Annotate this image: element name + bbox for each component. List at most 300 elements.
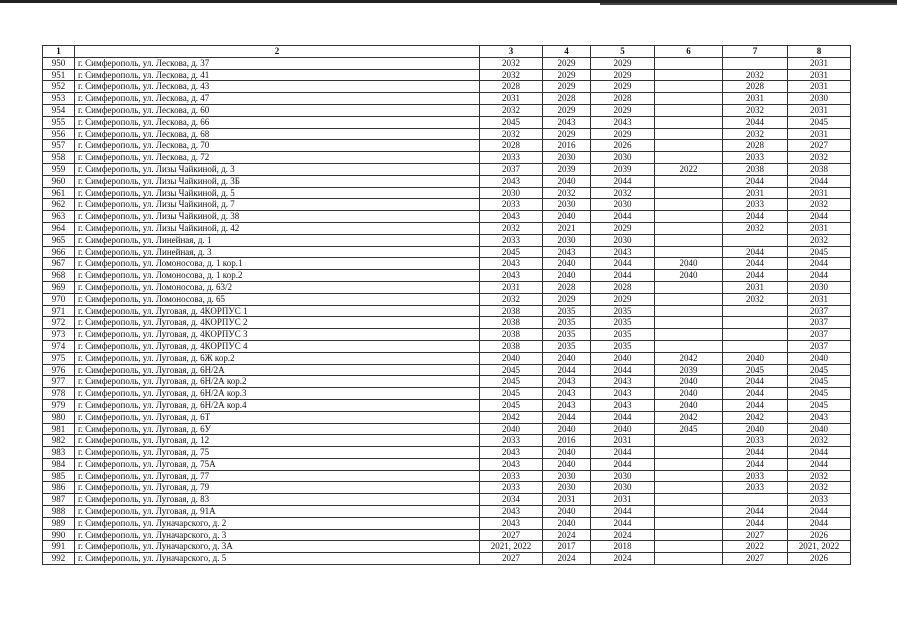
col5-cell: 2044 <box>591 447 655 459</box>
col7-cell: 2045 <box>723 364 788 376</box>
scan-top-border-right <box>600 3 897 5</box>
col8-cell: 2021, 2022 <box>788 541 851 553</box>
col5-cell: 2044 <box>591 211 655 223</box>
col8-cell: 2031 <box>788 104 851 116</box>
address-cell: г. Симферополь, ул. Луговая, д. 6Н/2А кор.3 <box>75 388 480 400</box>
col3-cell: 2043 <box>480 270 543 282</box>
col5-cell: 2039 <box>591 163 655 175</box>
col8-cell: 2044 <box>788 175 851 187</box>
col7-cell <box>723 494 788 506</box>
col3-cell: 2028 <box>480 140 543 152</box>
table-row <box>43 411 851 423</box>
col5-cell: 2031 <box>591 494 655 506</box>
col7-cell: 2033 <box>723 152 788 164</box>
row-number-cell: 963 <box>43 211 75 223</box>
row-number-cell: 976 <box>43 364 75 376</box>
row-number-cell: 950 <box>43 57 75 69</box>
col6-cell <box>655 93 723 105</box>
col3-cell: 2028 <box>480 81 543 93</box>
col5-cell: 2029 <box>591 81 655 93</box>
col4-cell: 2040 <box>543 211 591 223</box>
col3-cell: 2032 <box>480 104 543 116</box>
table-row <box>43 163 851 175</box>
col4-cell: 2040 <box>543 352 591 364</box>
address-cell: г. Симферополь, ул. Лескова, д. 70 <box>75 140 480 152</box>
col3-cell: 2033 <box>480 482 543 494</box>
address-cell: г. Симферополь, ул. Луговая, д. 6У <box>75 423 480 435</box>
address-cell: г. Симферополь, ул. Луговая, д. 77 <box>75 470 480 482</box>
col8-cell: 2045 <box>788 376 851 388</box>
col5-cell: 2029 <box>591 57 655 69</box>
col3-cell: 2033 <box>480 199 543 211</box>
col8-cell: 2032 <box>788 199 851 211</box>
col5-cell: 2040 <box>591 352 655 364</box>
col3-cell: 2032 <box>480 293 543 305</box>
address-cell: г. Симферополь, ул. Луговая, д. 4КОРПУС 3 <box>75 329 480 341</box>
row-number-cell: 954 <box>43 104 75 116</box>
table-row <box>43 541 851 553</box>
table-row <box>43 104 851 116</box>
col7-cell: 2033 <box>723 199 788 211</box>
col7-cell: 2044 <box>723 506 788 518</box>
table-row <box>43 270 851 282</box>
col7-cell: 2031 <box>723 93 788 105</box>
address-cell: г. Симферополь, ул. Ломоносова, д. 1 кор.1 <box>75 258 480 270</box>
table-row <box>43 482 851 494</box>
col8-cell: 2044 <box>788 458 851 470</box>
col5-cell: 2043 <box>591 388 655 400</box>
col3-cell: 2033 <box>480 234 543 246</box>
col8-cell: 2037 <box>788 305 851 317</box>
row-number-cell: 975 <box>43 352 75 364</box>
col4-cell: 2040 <box>543 270 591 282</box>
col5-cell: 2044 <box>591 506 655 518</box>
col6-cell: 2040 <box>655 258 723 270</box>
row-number-cell: 970 <box>43 293 75 305</box>
col6-cell <box>655 435 723 447</box>
col8-cell: 2031 <box>788 57 851 69</box>
table-row <box>43 352 851 364</box>
row-number-cell: 974 <box>43 340 75 352</box>
col5-cell: 2044 <box>591 364 655 376</box>
col6-cell: 2042 <box>655 352 723 364</box>
col7-cell <box>723 305 788 317</box>
col7-cell: 2027 <box>723 553 788 565</box>
col5-cell: 2024 <box>591 553 655 565</box>
col3-cell: 2038 <box>480 317 543 329</box>
table-row <box>43 246 851 258</box>
col6-cell <box>655 494 723 506</box>
col8-cell: 2032 <box>788 152 851 164</box>
table-row <box>43 293 851 305</box>
table-row <box>43 529 851 541</box>
col4-cell: 2043 <box>543 376 591 388</box>
row-number-cell: 988 <box>43 506 75 518</box>
col7-cell: 2032 <box>723 128 788 140</box>
address-cell: г. Симферополь, ул. Ломоносова, д. 65 <box>75 293 480 305</box>
col8-cell: 2031 <box>788 187 851 199</box>
col3-cell: 2045 <box>480 246 543 258</box>
table-row <box>43 506 851 518</box>
address-cell: г. Симферополь, ул. Лескова, д. 68 <box>75 128 480 140</box>
row-number-cell: 967 <box>43 258 75 270</box>
col6-cell <box>655 517 723 529</box>
col4-cell: 2040 <box>543 258 591 270</box>
col3-cell: 2045 <box>480 388 543 400</box>
col4-cell: 2043 <box>543 399 591 411</box>
col4-cell: 2021 <box>543 222 591 234</box>
col4-cell: 2030 <box>543 152 591 164</box>
col5-cell: 2044 <box>591 411 655 423</box>
col4-cell: 2028 <box>543 93 591 105</box>
col6-cell <box>655 57 723 69</box>
col7-cell: 2044 <box>723 458 788 470</box>
col6-cell: 2022 <box>655 163 723 175</box>
col4-cell: 2024 <box>543 529 591 541</box>
table-row <box>43 317 851 329</box>
col3-cell: 2034 <box>480 494 543 506</box>
row-number-cell: 989 <box>43 517 75 529</box>
address-cell: г. Симферополь, ул. Луговая, д. 75 <box>75 447 480 459</box>
col5-cell: 2044 <box>591 458 655 470</box>
col3-cell: 2033 <box>480 152 543 164</box>
col3-cell: 2021, 2022 <box>480 541 543 553</box>
header-cell-1: 1 <box>43 46 75 58</box>
col3-cell: 2043 <box>480 517 543 529</box>
address-cell: г. Симферополь, ул. Луговая, д. 4КОРПУС 4 <box>75 340 480 352</box>
col3-cell: 2045 <box>480 376 543 388</box>
col6-cell <box>655 470 723 482</box>
col6-cell: 2040 <box>655 399 723 411</box>
col7-cell: 2022 <box>723 541 788 553</box>
row-number-cell: 971 <box>43 305 75 317</box>
col3-cell: 2043 <box>480 458 543 470</box>
col5-cell: 2029 <box>591 104 655 116</box>
col5-cell: 2032 <box>591 187 655 199</box>
table-row <box>43 81 851 93</box>
col4-cell: 2035 <box>543 329 591 341</box>
col3-cell: 2037 <box>480 163 543 175</box>
col4-cell: 2040 <box>543 506 591 518</box>
row-number-cell: 959 <box>43 163 75 175</box>
col3-cell: 2043 <box>480 258 543 270</box>
col5-cell: 2035 <box>591 340 655 352</box>
col7-cell: 2027 <box>723 529 788 541</box>
row-number-cell: 966 <box>43 246 75 258</box>
col3-cell: 2043 <box>480 175 543 187</box>
col5-cell: 2044 <box>591 270 655 282</box>
col4-cell: 2040 <box>543 458 591 470</box>
col7-cell: 2044 <box>723 517 788 529</box>
col4-cell: 2040 <box>543 517 591 529</box>
table-row <box>43 553 851 565</box>
col4-cell: 2040 <box>543 447 591 459</box>
address-cell: г. Симферополь, ул. Луначарского, д. 2 <box>75 517 480 529</box>
col5-cell: 2035 <box>591 317 655 329</box>
row-number-cell: 980 <box>43 411 75 423</box>
col7-cell <box>723 340 788 352</box>
table-body <box>43 46 851 565</box>
col4-cell: 2044 <box>543 411 591 423</box>
col3-cell: 2033 <box>480 435 543 447</box>
row-number-cell: 979 <box>43 399 75 411</box>
table-row <box>43 116 851 128</box>
col8-cell: 2037 <box>788 340 851 352</box>
col6-cell <box>655 317 723 329</box>
col5-cell: 2028 <box>591 93 655 105</box>
col8-cell: 2026 <box>788 529 851 541</box>
col7-cell: 2040 <box>723 352 788 364</box>
col3-cell: 2043 <box>480 506 543 518</box>
row-number-cell: 965 <box>43 234 75 246</box>
col7-cell: 2032 <box>723 293 788 305</box>
col8-cell: 2027 <box>788 140 851 152</box>
col6-cell <box>655 175 723 187</box>
row-number-cell: 981 <box>43 423 75 435</box>
col3-cell: 2030 <box>480 187 543 199</box>
col6-cell <box>655 211 723 223</box>
col6-cell <box>655 104 723 116</box>
col5-cell: 2030 <box>591 470 655 482</box>
col6-cell <box>655 293 723 305</box>
col6-cell <box>655 458 723 470</box>
col6-cell: 2040 <box>655 376 723 388</box>
col8-cell: 2026 <box>788 553 851 565</box>
col5-cell: 2035 <box>591 305 655 317</box>
row-number-cell: 978 <box>43 388 75 400</box>
table-row <box>43 57 851 69</box>
col3-cell: 2032 <box>480 222 543 234</box>
table-row <box>43 222 851 234</box>
table-row <box>43 423 851 435</box>
col7-cell: 2028 <box>723 140 788 152</box>
col4-cell: 2017 <box>543 541 591 553</box>
col6-cell: 2040 <box>655 270 723 282</box>
col3-cell: 2043 <box>480 447 543 459</box>
col8-cell: 2030 <box>788 281 851 293</box>
header-row <box>43 46 851 58</box>
address-cell: г. Симферополь, ул. Луговая, д. 91А <box>75 506 480 518</box>
col3-cell: 2031 <box>480 281 543 293</box>
row-number-cell: 968 <box>43 270 75 282</box>
col5-cell: 2031 <box>591 435 655 447</box>
row-number-cell: 960 <box>43 175 75 187</box>
col4-cell: 2044 <box>543 364 591 376</box>
col4-cell: 2040 <box>543 175 591 187</box>
col7-cell: 2032 <box>723 222 788 234</box>
row-number-cell: 984 <box>43 458 75 470</box>
col5-cell: 2028 <box>591 281 655 293</box>
col5-cell: 2043 <box>591 399 655 411</box>
col5-cell: 2029 <box>591 128 655 140</box>
header-cell-5: 5 <box>591 46 655 58</box>
col8-cell: 2043 <box>788 411 851 423</box>
col7-cell <box>723 317 788 329</box>
address-cell: г. Симферополь, ул. Луначарского, д. 3А <box>75 541 480 553</box>
address-cell: г. Симферополь, ул. Ломоносова, д. 1 кор.2 <box>75 270 480 282</box>
col3-cell: 2045 <box>480 116 543 128</box>
col8-cell: 2031 <box>788 128 851 140</box>
col8-cell: 2038 <box>788 163 851 175</box>
row-number-cell: 961 <box>43 187 75 199</box>
address-cell: г. Симферополь, ул. Луговая, д. 6Н/2А кор.2 <box>75 376 480 388</box>
col5-cell: 2043 <box>591 376 655 388</box>
col5-cell: 2044 <box>591 517 655 529</box>
col4-cell: 2029 <box>543 104 591 116</box>
col5-cell: 2030 <box>591 234 655 246</box>
address-cell: г. Симферополь, ул. Лескова, д. 43 <box>75 81 480 93</box>
col8-cell: 2045 <box>788 399 851 411</box>
col3-cell: 2042 <box>480 411 543 423</box>
col6-cell: 2042 <box>655 411 723 423</box>
row-number-cell: 962 <box>43 199 75 211</box>
col7-cell: 2032 <box>723 69 788 81</box>
col7-cell: 2031 <box>723 281 788 293</box>
address-cell: г. Симферополь, ул. Луговая, д. 6Т <box>75 411 480 423</box>
row-number-cell: 985 <box>43 470 75 482</box>
col4-cell: 2029 <box>543 57 591 69</box>
col7-cell: 2044 <box>723 258 788 270</box>
col3-cell: 2045 <box>480 364 543 376</box>
col5-cell: 2040 <box>591 423 655 435</box>
address-cell: г. Симферополь, ул. Лизы Чайкиной, д. 3Б <box>75 175 480 187</box>
col3-cell: 2032 <box>480 69 543 81</box>
table-row <box>43 187 851 199</box>
header-cell-6: 6 <box>655 46 723 58</box>
address-cell: г. Симферополь, ул. Лизы Чайкиной, д. 5 <box>75 187 480 199</box>
table-row <box>43 376 851 388</box>
col4-cell: 2043 <box>543 116 591 128</box>
address-cell: г. Симферополь, ул. Луговая, д. 12 <box>75 435 480 447</box>
table-row <box>43 470 851 482</box>
col6-cell <box>655 69 723 81</box>
col4-cell: 2040 <box>543 423 591 435</box>
col6-cell <box>655 128 723 140</box>
col4-cell: 2029 <box>543 128 591 140</box>
table-row <box>43 175 851 187</box>
address-cell: г. Симферополь, ул. Лизы Чайкиной, д. 3 <box>75 163 480 175</box>
col5-cell: 2029 <box>591 69 655 81</box>
col4-cell: 2032 <box>543 187 591 199</box>
col4-cell: 2016 <box>543 140 591 152</box>
col6-cell <box>655 222 723 234</box>
col7-cell: 2042 <box>723 411 788 423</box>
header-cell-7: 7 <box>723 46 788 58</box>
row-number-cell: 990 <box>43 529 75 541</box>
col3-cell: 2032 <box>480 57 543 69</box>
row-number-cell: 982 <box>43 435 75 447</box>
col8-cell: 2033 <box>788 494 851 506</box>
col3-cell: 2033 <box>480 470 543 482</box>
address-cell: г. Симферополь, ул. Луначарского, д. 5 <box>75 553 480 565</box>
address-cell: г. Симферополь, ул. Луговая, д. 79 <box>75 482 480 494</box>
col7-cell <box>723 234 788 246</box>
col5-cell: 2044 <box>591 175 655 187</box>
table-row <box>43 199 851 211</box>
address-cell: г. Симферополь, ул. Луговая, д. 4КОРПУС 1 <box>75 305 480 317</box>
row-number-cell: 983 <box>43 447 75 459</box>
col6-cell <box>655 340 723 352</box>
col7-cell: 2044 <box>723 399 788 411</box>
col3-cell: 2038 <box>480 329 543 341</box>
col5-cell: 2044 <box>591 258 655 270</box>
col7-cell: 2040 <box>723 423 788 435</box>
col7-cell: 2031 <box>723 187 788 199</box>
col7-cell: 2033 <box>723 435 788 447</box>
col6-cell <box>655 234 723 246</box>
col4-cell: 2028 <box>543 281 591 293</box>
col7-cell: 2038 <box>723 163 788 175</box>
col7-cell: 2028 <box>723 81 788 93</box>
col3-cell: 2038 <box>480 305 543 317</box>
col4-cell: 2029 <box>543 81 591 93</box>
col7-cell: 2044 <box>723 211 788 223</box>
col6-cell <box>655 281 723 293</box>
row-number-cell: 951 <box>43 69 75 81</box>
address-cell: г. Симферополь, ул. Ломоносова, д. 63/2 <box>75 281 480 293</box>
col6-cell <box>655 81 723 93</box>
col4-cell: 2029 <box>543 69 591 81</box>
col5-cell: 2029 <box>591 293 655 305</box>
col6-cell <box>655 305 723 317</box>
row-number-cell: 972 <box>43 317 75 329</box>
col5-cell: 2026 <box>591 140 655 152</box>
table-row <box>43 140 851 152</box>
col7-cell: 2044 <box>723 175 788 187</box>
col6-cell <box>655 152 723 164</box>
table-row <box>43 388 851 400</box>
col7-cell: 2044 <box>723 376 788 388</box>
row-number-cell: 964 <box>43 222 75 234</box>
header-cell-3: 3 <box>480 46 543 58</box>
buildings-schedule-table <box>42 45 851 565</box>
table-row <box>43 152 851 164</box>
col8-cell: 2037 <box>788 329 851 341</box>
table-row <box>43 69 851 81</box>
address-cell: г. Симферополь, ул. Луговая, д. 4КОРПУС 2 <box>75 317 480 329</box>
col4-cell: 2035 <box>543 340 591 352</box>
row-number-cell: 991 <box>43 541 75 553</box>
table-row <box>43 93 851 105</box>
address-cell: г. Симферополь, ул. Линейная, д. 3 <box>75 246 480 258</box>
col8-cell: 2032 <box>788 234 851 246</box>
table-row <box>43 399 851 411</box>
col3-cell: 2040 <box>480 423 543 435</box>
col3-cell: 2032 <box>480 128 543 140</box>
col6-cell <box>655 329 723 341</box>
col6-cell: 2040 <box>655 388 723 400</box>
col4-cell: 2030 <box>543 470 591 482</box>
row-number-cell: 956 <box>43 128 75 140</box>
table-row <box>43 340 851 352</box>
col5-cell: 2030 <box>591 152 655 164</box>
address-cell: г. Симферополь, ул. Лескова, д. 41 <box>75 69 480 81</box>
address-cell: г. Симферополь, ул. Лескова, д. 37 <box>75 57 480 69</box>
col6-cell <box>655 482 723 494</box>
col7-cell: 2033 <box>723 482 788 494</box>
address-cell: г. Симферополь, ул. Луговая, д. 6Ж кор.2 <box>75 352 480 364</box>
col5-cell: 2030 <box>591 199 655 211</box>
col7-cell: 2044 <box>723 270 788 282</box>
address-cell: г. Симферополь, ул. Лизы Чайкиной, д. 42 <box>75 222 480 234</box>
col8-cell: 2031 <box>788 293 851 305</box>
col4-cell: 2035 <box>543 317 591 329</box>
table-row <box>43 281 851 293</box>
col4-cell: 2029 <box>543 293 591 305</box>
col3-cell: 2027 <box>480 529 543 541</box>
row-number-cell: 958 <box>43 152 75 164</box>
col8-cell: 2032 <box>788 470 851 482</box>
